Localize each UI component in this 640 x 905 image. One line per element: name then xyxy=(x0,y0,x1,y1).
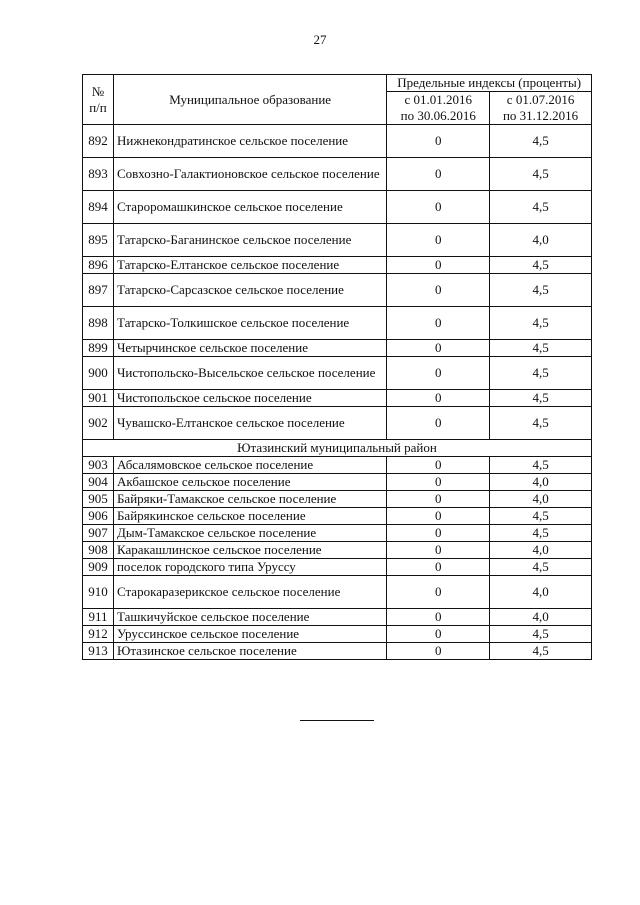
row-number: 906 xyxy=(83,508,114,525)
index-period-1: 0 xyxy=(387,125,490,158)
municipality-name: Чистопольско-Высельское сельское поселение xyxy=(113,357,386,390)
row-number: 910 xyxy=(83,576,114,609)
index-period-1: 0 xyxy=(387,224,490,257)
municipality-name: Дым-Тамакское сельское поселение xyxy=(113,525,386,542)
index-period-1: 0 xyxy=(387,542,490,559)
index-period-1: 0 xyxy=(387,626,490,643)
index-period-2: 4,5 xyxy=(490,158,592,191)
table-row xyxy=(83,257,592,274)
row-number: 900 xyxy=(83,357,114,390)
municipality-name: Татарско-Толкишское сельское поселение xyxy=(113,307,386,340)
municipality-name: Абсалямовское сельское поселение xyxy=(113,457,386,474)
index-period-2: 4,5 xyxy=(490,559,592,576)
index-period-1: 0 xyxy=(387,158,490,191)
index-period-1: 0 xyxy=(387,643,490,660)
index-period-1: 0 xyxy=(387,559,490,576)
index-period-2: 4,5 xyxy=(490,390,592,407)
row-number: 899 xyxy=(83,340,114,357)
index-period-1: 0 xyxy=(387,525,490,542)
table-row xyxy=(83,559,592,576)
index-period-2: 4,5 xyxy=(490,307,592,340)
header-number xyxy=(83,75,114,125)
page-number: 27 xyxy=(313,32,327,47)
table-row xyxy=(83,340,592,357)
index-period-2: 4,5 xyxy=(490,357,592,390)
table-row xyxy=(83,158,592,191)
header-number-line2: п/п xyxy=(89,99,107,115)
municipality-name: Байрякинское сельское поселение xyxy=(113,508,386,525)
table-row xyxy=(83,491,592,508)
header-period-1-line2: по 30.06.2016 xyxy=(400,108,476,123)
row-number: 907 xyxy=(83,525,114,542)
index-period-2: 4,5 xyxy=(490,407,592,440)
index-period-1: 0 xyxy=(387,257,490,274)
row-number: 897 xyxy=(83,274,114,307)
table-row xyxy=(83,407,592,440)
index-period-1: 0 xyxy=(387,407,490,440)
table-row xyxy=(83,542,592,559)
index-period-1: 0 xyxy=(387,457,490,474)
index-period-1: 0 xyxy=(387,491,490,508)
row-number: 902 xyxy=(83,407,114,440)
table-row xyxy=(83,576,592,609)
municipality-name: Татарско-Елтанское сельское поселение xyxy=(113,257,386,274)
index-period-1: 0 xyxy=(387,191,490,224)
municipality-name: Ташкичуйское сельское поселение xyxy=(113,609,386,626)
index-period-1: 0 xyxy=(387,576,490,609)
index-period-1: 0 xyxy=(387,340,490,357)
row-number: 908 xyxy=(83,542,114,559)
row-number: 909 xyxy=(83,559,114,576)
municipality-name: Ютазинское сельское поселение xyxy=(113,643,386,660)
row-number: 905 xyxy=(83,491,114,508)
table-row xyxy=(83,457,592,474)
municipality-name: Четырчинское сельское поселение xyxy=(113,340,386,357)
index-period-1: 0 xyxy=(387,307,490,340)
index-period-1: 0 xyxy=(387,474,490,491)
row-number: 901 xyxy=(83,390,114,407)
index-period-2: 4,5 xyxy=(490,191,592,224)
index-period-1: 0 xyxy=(387,508,490,525)
index-period-2: 4,0 xyxy=(490,609,592,626)
region-section xyxy=(83,440,592,457)
row-number: 904 xyxy=(83,474,114,491)
index-period-2: 4,5 xyxy=(490,457,592,474)
index-period-2: 4,0 xyxy=(490,542,592,559)
index-period-2: 4,0 xyxy=(490,224,592,257)
header-limit-indices: Предельные индексы (проценты) xyxy=(387,75,592,92)
municipality-name: Староромашкинское сельское поселение xyxy=(113,191,386,224)
table-row xyxy=(83,307,592,340)
row-number: 893 xyxy=(83,158,114,191)
municipality-name: Акбашское сельское поселение xyxy=(113,474,386,491)
table-row xyxy=(83,474,592,491)
table-row xyxy=(83,609,592,626)
row-number: 912 xyxy=(83,626,114,643)
index-period-2: 4,5 xyxy=(490,508,592,525)
row-number: 913 xyxy=(83,643,114,660)
index-period-2: 4,5 xyxy=(490,626,592,643)
table-row xyxy=(83,274,592,307)
row-number: 894 xyxy=(83,191,114,224)
index-period-2: 4,0 xyxy=(490,491,592,508)
municipality-name: Чувашско-Елтанское сельское поселение xyxy=(113,407,386,440)
municipality-name: Чистопольское сельское поселение xyxy=(113,390,386,407)
table-row xyxy=(83,191,592,224)
row-number: 898 xyxy=(83,307,114,340)
index-period-2: 4,5 xyxy=(490,125,592,158)
table-row xyxy=(83,643,592,660)
table-row xyxy=(83,224,592,257)
municipality-name: Совхозно-Галактионовское сельское поселение xyxy=(113,158,386,191)
row-number: 895 xyxy=(83,224,114,257)
limit-indices-table xyxy=(82,74,592,660)
municipality-name: Нижнекондратинское сельское поселение xyxy=(113,125,386,158)
row-number: 911 xyxy=(83,609,114,626)
table-row xyxy=(83,357,592,390)
region-heading: Ютазинский муниципальный район xyxy=(83,440,592,457)
index-period-2: 4,0 xyxy=(490,474,592,491)
index-period-2: 4,5 xyxy=(490,274,592,307)
header-period-2-line1: с 01.07.2016 xyxy=(506,92,575,107)
table-body-part-1 xyxy=(83,125,592,440)
municipality-name: поселок городского типа Уруссу xyxy=(113,559,386,576)
table-row xyxy=(83,525,592,542)
index-period-2: 4,5 xyxy=(490,525,592,542)
index-period-2: 4,5 xyxy=(490,340,592,357)
header-period-1 xyxy=(387,92,490,125)
table-row xyxy=(83,390,592,407)
municipality-name: Татарско-Сарсазское сельское поселение xyxy=(113,274,386,307)
row-number: 903 xyxy=(83,457,114,474)
index-period-1: 0 xyxy=(387,390,490,407)
table-row xyxy=(83,626,592,643)
table-body-part-2 xyxy=(83,457,592,660)
index-period-2: 4,5 xyxy=(490,257,592,274)
municipality-name: Татарско-Баганинское сельское поселение xyxy=(113,224,386,257)
table-row xyxy=(83,508,592,525)
index-period-2: 4,0 xyxy=(490,576,592,609)
header-number-line1: № xyxy=(91,83,105,99)
index-period-2: 4,5 xyxy=(490,643,592,660)
row-number: 896 xyxy=(83,257,114,274)
header-period-2 xyxy=(490,92,592,125)
header-period-1-line1: с 01.01.2016 xyxy=(404,92,472,107)
header-municipality: Муниципальное образование xyxy=(113,75,386,125)
header-period-2-line2: по 31.12.2016 xyxy=(502,108,579,123)
municipality-name: Старокаразерикское сельское поселение xyxy=(113,576,386,609)
row-number: 892 xyxy=(83,125,114,158)
municipality-name: Байряки-Тамакское сельское поселение xyxy=(113,491,386,508)
index-period-1: 0 xyxy=(387,609,490,626)
municipality-name: Каракашлинское сельское поселение xyxy=(113,542,386,559)
table-row xyxy=(83,125,592,158)
municipality-name: Уруссинское сельское поселение xyxy=(113,626,386,643)
index-period-1: 0 xyxy=(387,274,490,307)
index-period-1: 0 xyxy=(387,357,490,390)
end-separator-line xyxy=(300,720,374,721)
